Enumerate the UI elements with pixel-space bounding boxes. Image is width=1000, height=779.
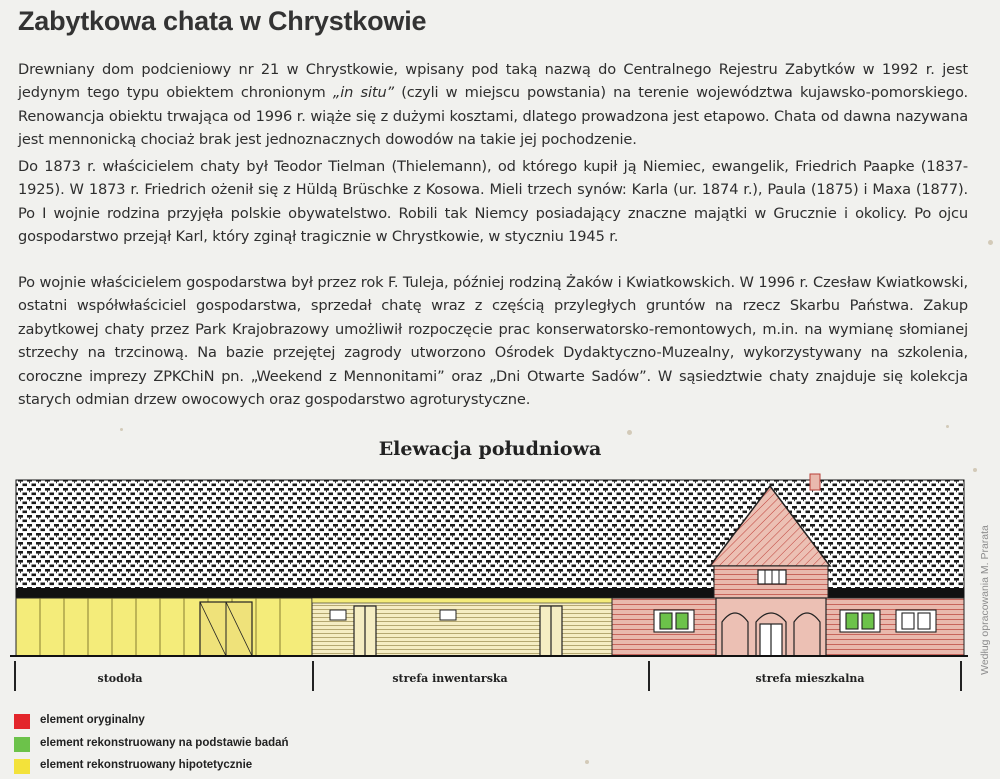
porch-arcade: [716, 598, 826, 656]
paper-speck: [627, 430, 632, 435]
paragraph-intro-text-rest: (czyli w miejscu powstania) na terenie województwa kujawsko-pomorskiego. Renowancja obiektu trwająca od 1996 r. wiąże się z dużymi kosztami, dlatego prowadzona jest etapowo. Chata od dawna nazywana jest mennonicką chociaż brak jest jednoznacznych dowodów na takie jej pochodzenie.: [18, 84, 968, 149]
livestock-sill: [312, 598, 612, 603]
legend-swatch-red: [14, 714, 30, 729]
in-situ-term: „in situ”: [332, 84, 394, 102]
paragraph-intro-text: Drewniany dom podcieniowy nr 21 w Chrystkowie, wpisany pod taką nazwą do Centralnego Rejestru Zabytków w 1992 r. jest jedynym tego typu obiektem chronionym: [18, 61, 968, 102]
zone-divider: [648, 661, 650, 691]
paragraph-history: Do 1873 r. właścicielem chaty był Teodor Tielman (Thielemann), od którego kupił ją Niemiec, ewangelik, Friedrich Paapke (1837-1925). W 1873 r. Friedrich ożenił się z Hüldą Brüschke z Kosowa. Mieli trzech synów: Karla (ur. 1874 r.), Paula (1875) i Maxa (1877). Po I wojnie rodzina przyjęła polskie obywatelstwo. Robili tak Niemcy posiadający znaczne majątki w Grucznie i okolicy. Po ojcu gospodarstwo przejął Karl, który zginął tragicznie w Chrystkowie, w styczniu 1945 r.: [18, 158, 968, 246]
elevation-title: Elewacja południowa: [378, 438, 602, 460]
paper-speck: [946, 425, 949, 428]
paper-speck: [988, 240, 993, 245]
page-title: Zabytkowa chata w Chrystkowie: [18, 6, 427, 36]
zone-label-mieszkalna: strefa mieszkalna: [755, 672, 865, 685]
paragraph-intro: [18, 58, 968, 152]
legend-swatch-yellow: [14, 759, 30, 774]
barn-door: [200, 602, 252, 656]
legend-swatch-green: [14, 737, 30, 752]
legend-label: element rekonstruowany hipotetycznie: [40, 759, 253, 771]
paper-speck: [585, 760, 589, 764]
zone-divider: [14, 661, 16, 691]
paragraph-postwar: Po wojnie właścicielem gospodarstwa był przez rok F. Tuleja, później rodziną Żaków i Kwiatkowskich. W 1996 r. Czesław Kwiatkowski, ostatni współwłaściciel gospodarstwa, sprzedał chatę wraz z częścią przyległych gruntów na rzecz Skarbu Państwa. Zakup zabytkowej chaty przez Park Krajobrazowy umożliwił rozpoczęcie prac konserwatorsko-remontowych, m.in. na wymianę słomianej strzechy na trzcinową. Na bazie przejętej zagrody utworzono Ośrodek Dydaktyczno-Muzealny, wykorzystywany na szkolenia, coroczne imprezy ZPKChiN pn. „Weekend z Mennonitami” oraz „Dni Otwarte Sadów”. W sąsiedztwie chaty znajduje się kolekcja starych odmian drzew owocowych oraz gospodarstwo agroturystyczne.: [18, 274, 968, 409]
chimney: [810, 474, 820, 490]
zone-divider: [312, 661, 314, 691]
paper-speck: [120, 428, 123, 431]
legend-label: element oryginalny: [40, 714, 145, 726]
zone-divider: [960, 661, 962, 691]
zone-label-inwentarska: strefa inwentarska: [392, 672, 508, 685]
drawing-credit: Według opracowania M. Prarata: [979, 525, 991, 675]
south-elevation-drawing: [0, 470, 980, 660]
legend-label: element rekonstruowany na podstawie badań: [40, 737, 289, 749]
zone-label-stodola: stodoła: [97, 672, 143, 685]
barn-wall: [16, 598, 312, 656]
